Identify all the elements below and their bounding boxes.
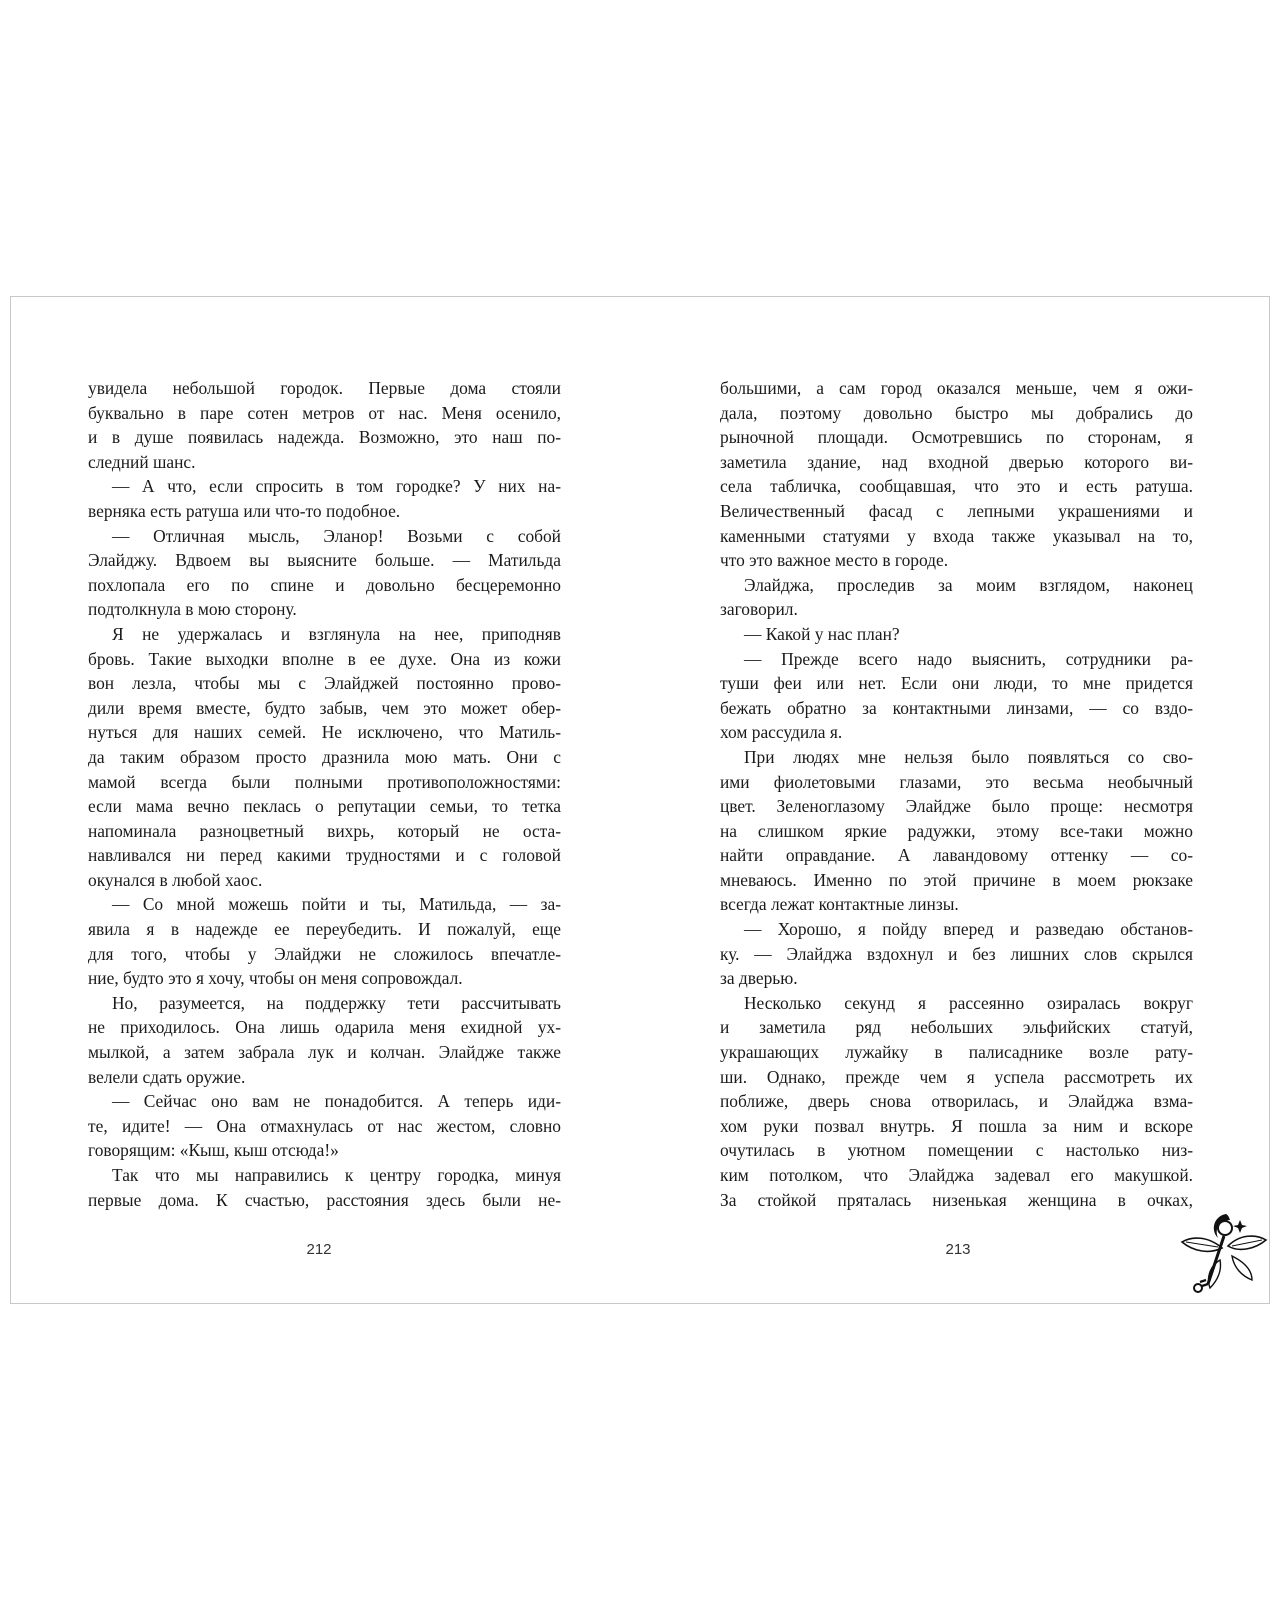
text-line: — Сейчас оно вам не понадобится. А теперь иди- — [112, 1091, 561, 1112]
page-number-right: 213 — [945, 1241, 971, 1258]
text-line: бровь. Такие выходки вполне в ее духе. Она из кожи — [88, 648, 561, 669]
text-line: При людях мне нельзя было появляться со сво- — [744, 746, 1193, 767]
text-line: Несколько секунд я рассеянно озиралась вокруг — [744, 992, 1193, 1013]
text-line: ши. Однако, прежде чем я успела рассмотреть их — [720, 1066, 1193, 1087]
text-line: заговорил. — [720, 599, 798, 620]
text-line: каменными статуями у входа также указывал на то, — [720, 525, 1193, 546]
page-number-left: 212 — [306, 1241, 332, 1258]
text-line: да таким образом просто дразнила мою мать. Они с — [88, 746, 561, 767]
text-line: ку. — Элайджа вздохнул и без лишних слов скрылся — [720, 943, 1193, 964]
text-line: что это важное место в городе. — [720, 550, 949, 571]
text-line: дили время вместе, будто забыв, чем это может обер- — [88, 697, 561, 718]
text-line: Элайджа, проследив за моим взглядом, наконец — [744, 574, 1193, 595]
left-page-text — [88, 376, 561, 1212]
text-line: те, идите! — Она отмахнулась от нас жестом, словно — [88, 1115, 561, 1136]
text-line: очутилась в уютном помещении с настолько низ- — [720, 1140, 1193, 1161]
text-line: на слишком яркие радужки, этому все-таки можно — [720, 820, 1193, 841]
text-line: Величественный фасад с лепными украшениями и — [720, 500, 1193, 521]
text-line: туши феи или нет. Если они люди, то мне придется — [720, 673, 1193, 694]
text-line: напоминала разноцветный вихрь, который не оста- — [88, 820, 561, 841]
text-line: хом руки позвал внутрь. Я пошла за ним и вскоре — [720, 1115, 1193, 1136]
text-line: Но, разумеется, на поддержку тети рассчитывать — [112, 992, 561, 1013]
text-line: — А что, если спросить в том городке? У них на- — [112, 476, 561, 497]
text-line: Я не удержалась и взглянула на нее, приподняв — [112, 623, 561, 644]
text-line: хом рассудила я. — [720, 722, 843, 743]
text-line: и в душе появилась надежда. Возможно, это наш по- — [88, 427, 561, 448]
right-page-text — [720, 376, 1193, 1212]
text-line: не приходилось. Она лишь одарила меня ехидной ух- — [88, 1017, 561, 1038]
text-line: — Прежде всего надо выяснить, сотрудники ра- — [744, 648, 1193, 669]
text-line: следний шанс. — [88, 451, 196, 472]
text-line: увидела небольшой городок. Первые дома стояли — [88, 378, 561, 398]
text-line: говорящим: «Кыш, кыш отсюда!» — [88, 1140, 339, 1161]
text-line: буквально в паре сотен метров от нас. Меня осенило, — [88, 402, 561, 423]
text-line: если мама вечно пеклась о репутации семьи, то тетка — [88, 796, 561, 817]
text-line: всегда лежат контактные линзы. — [720, 894, 959, 915]
text-line: и заметила ряд небольших эльфийских статуй, — [720, 1017, 1193, 1038]
text-line: окунался в любой хаос. — [88, 869, 263, 890]
text-line: мневаюсь. Именно по этой причине в моем рюкзаке — [720, 869, 1193, 890]
text-line: рыночной площади. Осмотревшись по сторонам, я — [720, 427, 1193, 448]
text-line: За стойкой пряталась низенькая женщина в очках, — [720, 1189, 1193, 1210]
text-line: велели сдать оружие. — [88, 1066, 246, 1087]
text-line: — Со мной можешь пойти и ты, Матильда, — за- — [112, 894, 561, 915]
text-line: бежать обратно за контактными линзами, — со вздо- — [720, 697, 1193, 718]
text-line: мылкой, а затем забрала лук и колчан. Элайдже также — [88, 1042, 561, 1063]
text-line: мамой всегда были полными противоположностями: — [88, 771, 561, 792]
text-line: для того, чтобы у Элайджи не сложилось впечатле- — [88, 943, 561, 964]
text-line: — Хорошо, я пойду вперед и разведаю обстанов- — [744, 919, 1193, 940]
text-line: цвет. Зеленоглазому Элайдже было проще: несмотря — [720, 796, 1193, 817]
text-line: ние, будто это я хочу, чтобы он меня сопровождал. — [88, 968, 463, 989]
text-line: найти оправдание. А лавандовому оттенку — со- — [720, 845, 1193, 866]
text-line: украшающих лужайку в палисаднике возле рату- — [720, 1042, 1193, 1063]
text-line: — Отличная мысль, Эланор! Возьми с собой — [112, 525, 561, 546]
moon-key-leaves-icon — [1178, 1208, 1268, 1296]
text-line: большими, а сам город оказался меньше, чем я ожи- — [720, 378, 1193, 398]
text-line: подтолкнула в мою сторону. — [88, 599, 297, 620]
text-line: навливался ни перед какими трудностями и с головой — [88, 845, 561, 866]
text-line: ким потолком, что Элайджа задевал его макушкой. — [720, 1165, 1193, 1185]
text-line: нуться для наших семей. Не исключено, что Матиль- — [88, 722, 561, 743]
text-line: вон лезла, чтобы мы с Элайджей постоянно прово- — [88, 673, 561, 694]
text-line: похлопала его по спине и довольно бесцеремонно — [88, 574, 561, 595]
text-line: — Какой у нас план? — [744, 623, 900, 644]
text-line: явила я в надежде ее переубедить. И пожалуй, еще — [88, 919, 561, 940]
text-line: поближе, дверь снова отворилась, и Элайджа взма- — [720, 1091, 1193, 1112]
text-line: верняка есть ратуша или что-то подобное. — [88, 500, 401, 521]
text-line: дала, поэтому довольно быстро мы добрались до — [720, 402, 1193, 423]
text-line: за дверью. — [720, 968, 798, 989]
text-line: Элайджу. Вдвоем вы выясните больше. — Матильда — [88, 550, 561, 571]
text-line: заметила здание, над входной дверью которого ви- — [720, 451, 1193, 472]
text-line: села табличка, сообщавшая, что это и есть ратуша. — [720, 476, 1193, 497]
text-line: Так что мы направились к центру городка, минуя — [112, 1165, 561, 1185]
text-line: первые дома. К счастью, расстояния здесь были не- — [88, 1189, 561, 1210]
text-line: ими фиолетовыми глазами, это весьма необычный — [720, 771, 1193, 792]
